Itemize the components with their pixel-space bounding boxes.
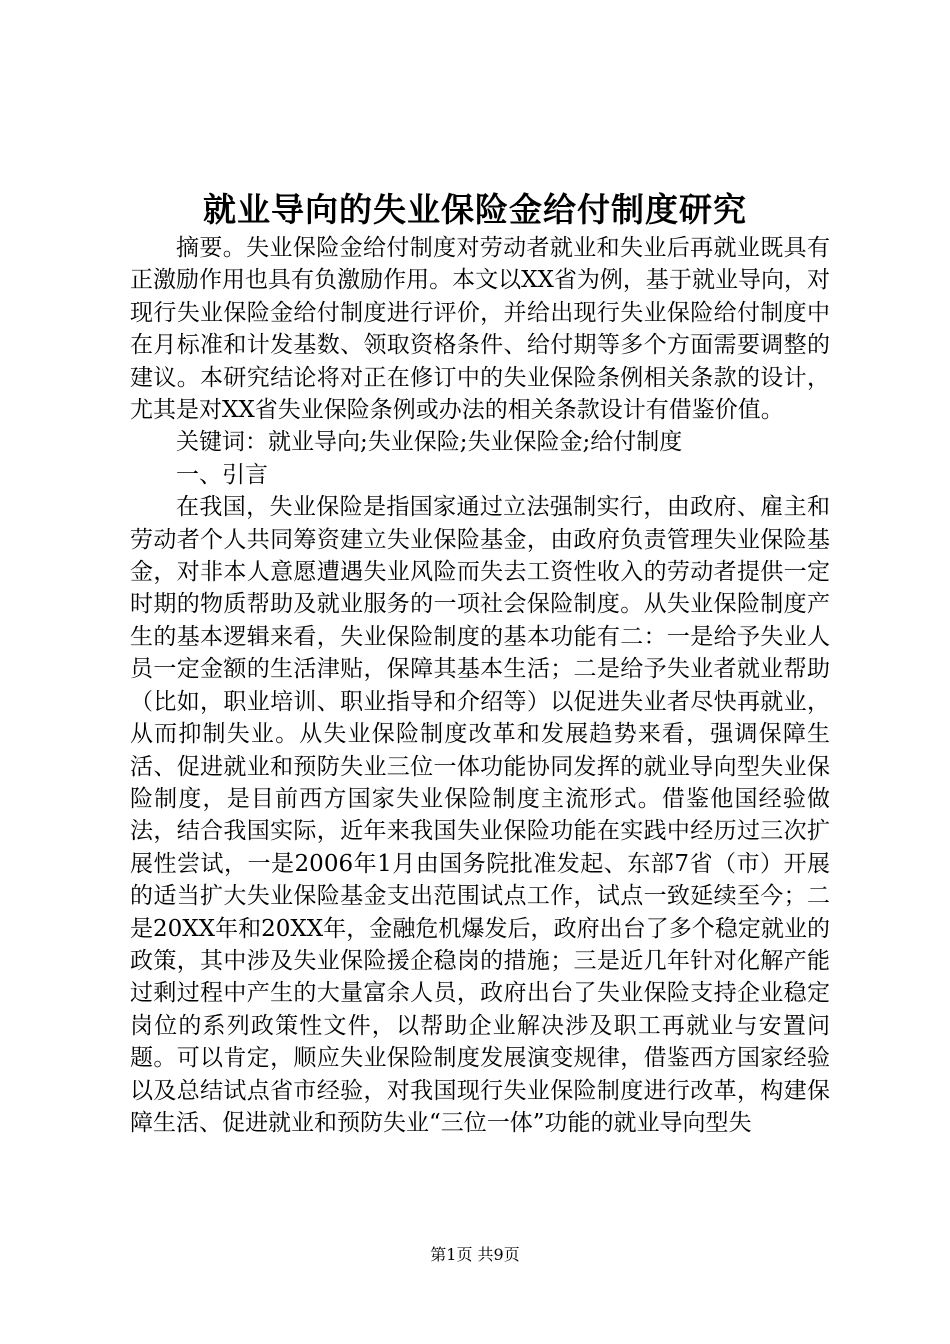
- introduction-paragraph: 在我国，失业保险是指国家通过立法强制实行，由政府、雇主和劳动者个人共同筹资建立失业保险基金，由政府负责管理失业保险基金，对非本人意愿遭遇失业风险而失去工资性收入的劳动者提供一定时期的物质帮助及就业服务的一项社会保险制度。从失业保险制度产生的基本逻辑来看，失业保险制度的基本功能有二：一是给予失业人员一定金额的生活津贴，保障其基本生活；二是给予失业者就业帮助（比如，职业培训、职业指导和介绍等）以促进失业者尽快再就业，从而抑制失业。从失业保险制度改革和发展趋势来看，强调保障生活、促进就业和预防失业三位一体功能协同发挥的就业导向型失业保险制度，是目前西方国家失业保险制度主流形式。借鉴他国经验做法，结合我国实际，近年来我国失业保险功能在实践中经历过三次扩展性尝试，一是2006年1月由国务院批准发起、东部7省（市）开展的适当扩大失业保险基金支出范围试点工作，试点一致延续至今；二是20XX年和20XX年，金融危机爆发后，政府出台了多个稳定就业的政策，其中涉及失业保险援企稳岗的措施；三是近几年针对化解产能过剩过程中产生的大量富余人员，政府出台了失业保险支持企业稳定岗位的系列政策性文件，以帮助企业解决涉及职工再就业与安置问题。可以肯定，顺应失业保险制度发展演变规律，借鉴西方国家经验以及总结试点省市经验，对我国现行失业保险制度进行改革，构建保障生活、促进就业和预防失业“三位一体”功能的就业导向型失: [130, 494, 830, 1136]
- abstract-paragraph: 摘要。失业保险金给付制度对劳动者就业和失业后再就业既具有正激励作用也具有负激励作用。本文以XX省为例，基于就业导向，对现行失业保险金给付制度进行评价，并给出现行失业保险给付制度中在月标准和计发基数、领取资格条件、给付期等多个方面需要调整的建议。本研究结论将对正在修订中的失业保险条例相关条款的设计，尤其是对XX省失业保险条例或办法的相关条款设计有借鉴价值。: [130, 235, 830, 424]
- section-heading-introduction: 一、引言: [176, 461, 268, 488]
- keywords-paragraph: 关键词：就业导向;失业保险;失业保险金;给付制度: [176, 429, 683, 456]
- document-title: 就业导向的失业保险金给付制度研究: [203, 190, 747, 229]
- page-number-footer: 第1页 共9页: [430, 1245, 520, 1264]
- document-body: [130, 232, 830, 1139]
